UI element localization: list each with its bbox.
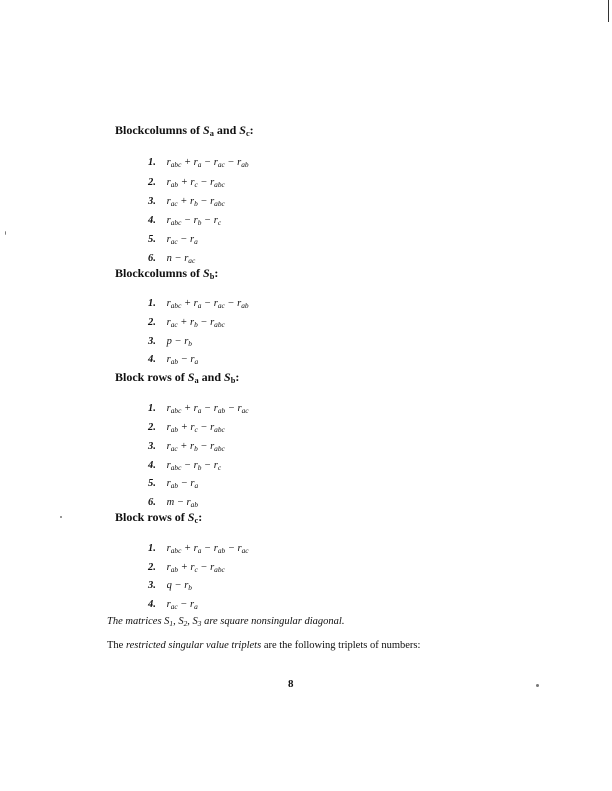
section-heading-blockcolumns-sa-sc: Blockcolumns of $S_a$ and $S_c$: — [115, 123, 254, 139]
list-item: 6. $m - r_{ab}$ — [148, 497, 198, 509]
list-item: 5. $r_{ab} - r_a$ — [148, 478, 199, 490]
section-heading-blockrows-sa-sb: Block rows of $S_a$ and $S_b$: — [115, 370, 240, 386]
list-item: 2. $r_{ac} + r_b - r_{abc}$ — [148, 317, 225, 329]
closing-paragraph: The restricted singular value triplets are the following triplets of numbers: — [107, 640, 421, 651]
scan-speck — [536, 684, 539, 687]
scan-edge-mark — [608, 0, 609, 22]
list-item: 3. $q - r_b$ — [148, 580, 192, 592]
list-item: 5. $r_{ac} - r_a$ — [148, 234, 198, 246]
list-item: 1. $r_{abc} + r_a - r_{ab} - r_{ac}$ — [148, 403, 249, 415]
page-number: 8 — [288, 678, 294, 690]
scan-speck — [5, 231, 6, 235]
section-heading-blockcolumns-sb: Blockcolumns of $S_b$: — [115, 266, 219, 282]
list-item: 1. $r_{abc} + r_a - r_{ac} - r_{ab}$ — [148, 157, 249, 169]
list-item: 3. $r_{ac} + r_b - r_{abc}$ — [148, 196, 225, 208]
list-item: 3. $p - r_b$ — [148, 336, 192, 348]
list-item: 2. $r_{ab} + r_c - r_{abc}$ — [148, 177, 225, 189]
list-item: 2. $r_{ab} + r_c - r_{abc}$ — [148, 562, 225, 574]
list-item: 1. $r_{abc} + r_a - r_{ac} - r_{ab}$ — [148, 298, 249, 310]
list-item: 4. $r_{abc} - r_b - r_c$ — [148, 215, 222, 227]
list-item: 1. $r_{abc} + r_a - r_{ab} - r_{ac}$ — [148, 543, 249, 555]
list-item: 4. $r_{abc} - r_b - r_c$ — [148, 460, 222, 472]
list-item: 4. $r_{ac} - r_a$ — [148, 599, 198, 611]
scan-speck — [60, 516, 62, 518]
list-item: 2. $r_{ab} + r_c - r_{abc}$ — [148, 422, 225, 434]
emphasis-term: restricted singular value triplets — [125, 640, 262, 651]
matrices-statement: The matrices $S_1$, $S_2$, $S_3$ are square nonsingular diagonal. — [107, 616, 345, 628]
list-item: 4. $r_{ab} - r_a$ — [148, 354, 199, 366]
list-item: 6. $n - r_{ac}$ — [148, 253, 196, 265]
list-item: 3. $r_{ac} + r_b - r_{abc}$ — [148, 441, 225, 453]
section-heading-blockrows-sc: Block rows of $S_c$: — [115, 510, 203, 526]
